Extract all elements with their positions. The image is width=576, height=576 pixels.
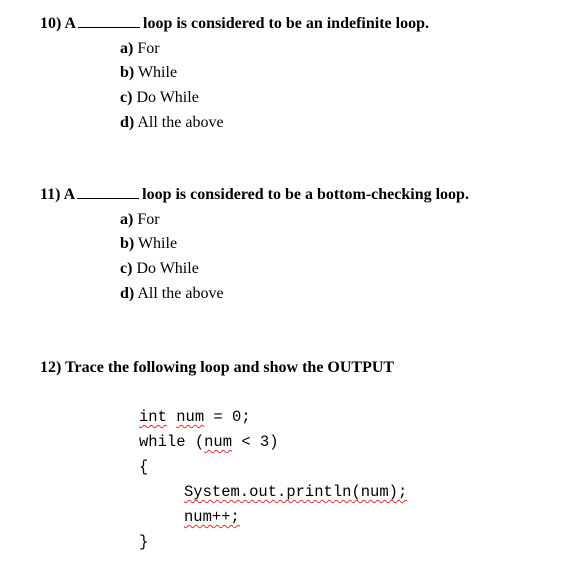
code-text: = 0; (204, 408, 251, 426)
code-variable: num (204, 433, 233, 451)
option-letter: a) (120, 40, 134, 57)
question-10-option-c (120, 88, 199, 108)
question-11-option-d (120, 284, 224, 304)
code-statement: num++; (184, 508, 240, 526)
question-11-number: 11) A (40, 186, 76, 203)
option-text: Do While (136, 260, 199, 277)
question-12-title: 12) Trace the following loop and show the OUTPUT (40, 359, 395, 376)
question-10-number: 10) A (40, 15, 76, 32)
code-close-brace: } (139, 533, 149, 551)
code-variable: num (176, 408, 205, 426)
question-10-text: loop is considered to be an indefinite loop. (143, 15, 429, 32)
option-letter: c) (120, 260, 133, 277)
option-text: Do While (136, 89, 199, 106)
question-11-blank (77, 185, 139, 199)
option-letter: a) (120, 211, 134, 228)
option-text: All the above (137, 114, 224, 131)
question-10-option-a (120, 39, 160, 59)
option-text: While (137, 235, 178, 252)
code-space (167, 408, 176, 426)
option-letter: b) (120, 235, 135, 252)
option-text: While (137, 64, 178, 81)
code-open-brace: { (139, 458, 149, 476)
question-11-option-a (120, 210, 160, 230)
code-keyword: int (139, 408, 167, 426)
code-text: < 3) (232, 433, 279, 451)
code-arguments: (num); (351, 483, 408, 501)
code-text: ( (185, 433, 205, 451)
option-letter: d) (120, 114, 135, 131)
option-text: For (137, 211, 160, 228)
question-11-text: loop is considered to be a bottom-checking loop. (142, 186, 469, 203)
question-11-prompt (40, 185, 469, 205)
code-line-1 (139, 407, 251, 427)
option-text: All the above (137, 285, 224, 302)
question-11-option-c (120, 259, 199, 279)
question-10-option-b (120, 63, 177, 83)
code-line-4 (184, 482, 407, 502)
code-keyword: while (139, 433, 186, 451)
option-letter: b) (120, 64, 135, 81)
option-letter: d) (120, 285, 135, 302)
question-11-option-b (120, 234, 177, 254)
option-letter: c) (120, 89, 133, 106)
question-10-blank (78, 14, 140, 28)
question-10-prompt (40, 14, 429, 34)
code-line-5 (184, 507, 240, 527)
code-method-call: System.out.println (184, 483, 352, 501)
code-line-2 (139, 432, 279, 452)
question-10-option-d (120, 113, 224, 133)
option-text: For (137, 40, 160, 57)
